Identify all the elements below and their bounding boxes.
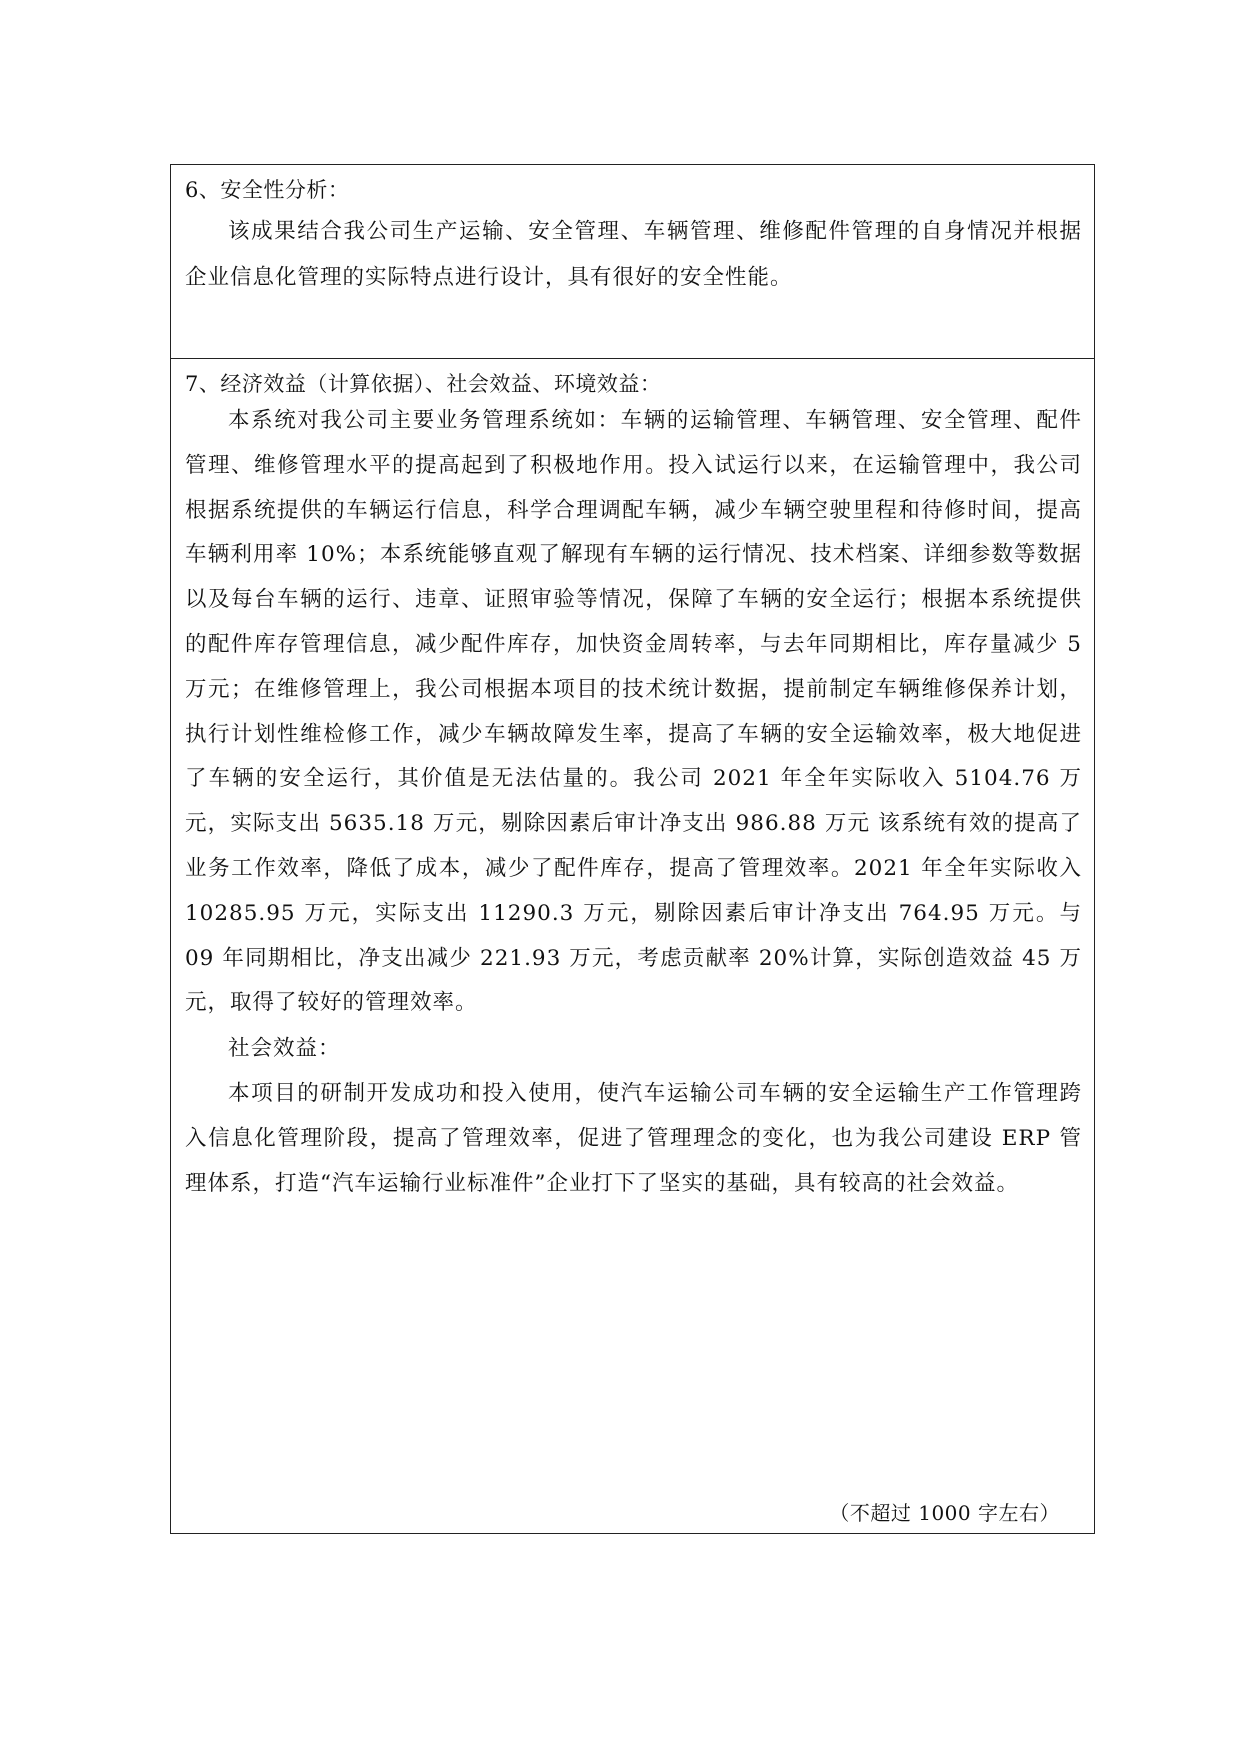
social-benefit-heading: 社会效益： (228, 1036, 341, 1062)
social-benefit-paragraph: 本项目的研制开发成功和投入使用，使汽车运输公司车辆的安全运输生产工作管理跨入信息化管理阶段，提高了管理效率，促进了管理理念的变化，也为我公司建设 ERP 管理体系，打造“汽车运输行业标准件”企业打下了坚实的基础，具有较高的社会效益。 (185, 1081, 1082, 1196)
benefits-cell (171, 359, 1094, 1533)
word-limit-note: （不超过 1000 字左右） (829, 1501, 1060, 1525)
safety-analysis-paragraph: 该成果结合我公司生产运输、安全管理、车辆管理、维修配件管理的自身情况并根据企业信息化管理的实际特点进行设计，具有很好的安全性能。 (185, 219, 1082, 290)
safety-analysis-cell (171, 165, 1094, 359)
benefits-heading: 7、经济效益（计算依据）、社会效益、环境效益： (185, 372, 662, 396)
report-form-table (170, 164, 1095, 1534)
safety-analysis-heading: 6、安全性分析： (185, 178, 350, 202)
economic-benefit-paragraph: 本系统对我公司主要业务管理系统如：车辆的运输管理、车辆管理、安全管理、配件管理、维修管理水平的提高起到了积极地作用。投入试运行以来，在运输管理中，我公司根据系统提供的车辆运行信息，科学合理调配车辆，减少车辆空驶里程和待修时间，提高车辆利用率 10%；本系统能够直观了解现有车辆的运行情况、技术档案、详细参数等数据以及每台车辆的运行、违章、证照审验等情况，保障了车辆的安全运行；根据本系统提供的配件库存管理信息，减少配件库存，加快资金周转率，与去年同期相比，库存量减少 5 万元；在维修管理上，我公司根据本项目的技术统计数据，提前制定车辆维修保养计划，执行计划性维检修工作，减少车辆故障发生率，提高了车辆的安全运输效率，极大地促进了车辆的安全运行，其价值是无法估量的。我公司 2021 年全年实际收入 5104.76 万元，实际支出 5635.18 万元，剔除因素后审计净支出 986.88 万元 该系统有效的提高了业务工作效率，降低了成本，减少了配件库存，提高了管理效率。2021 年全年实际收入 10285.95 万元，实际支出 11290.3 万元，剔除因素后审计净支出 764.95 万元。与 09 年同期相比，净支出减少 221.93 万元，考虑贡献率 20%计算，实际创造效益 45 万元，取得了较好的管理效率。 (185, 408, 1082, 1016)
